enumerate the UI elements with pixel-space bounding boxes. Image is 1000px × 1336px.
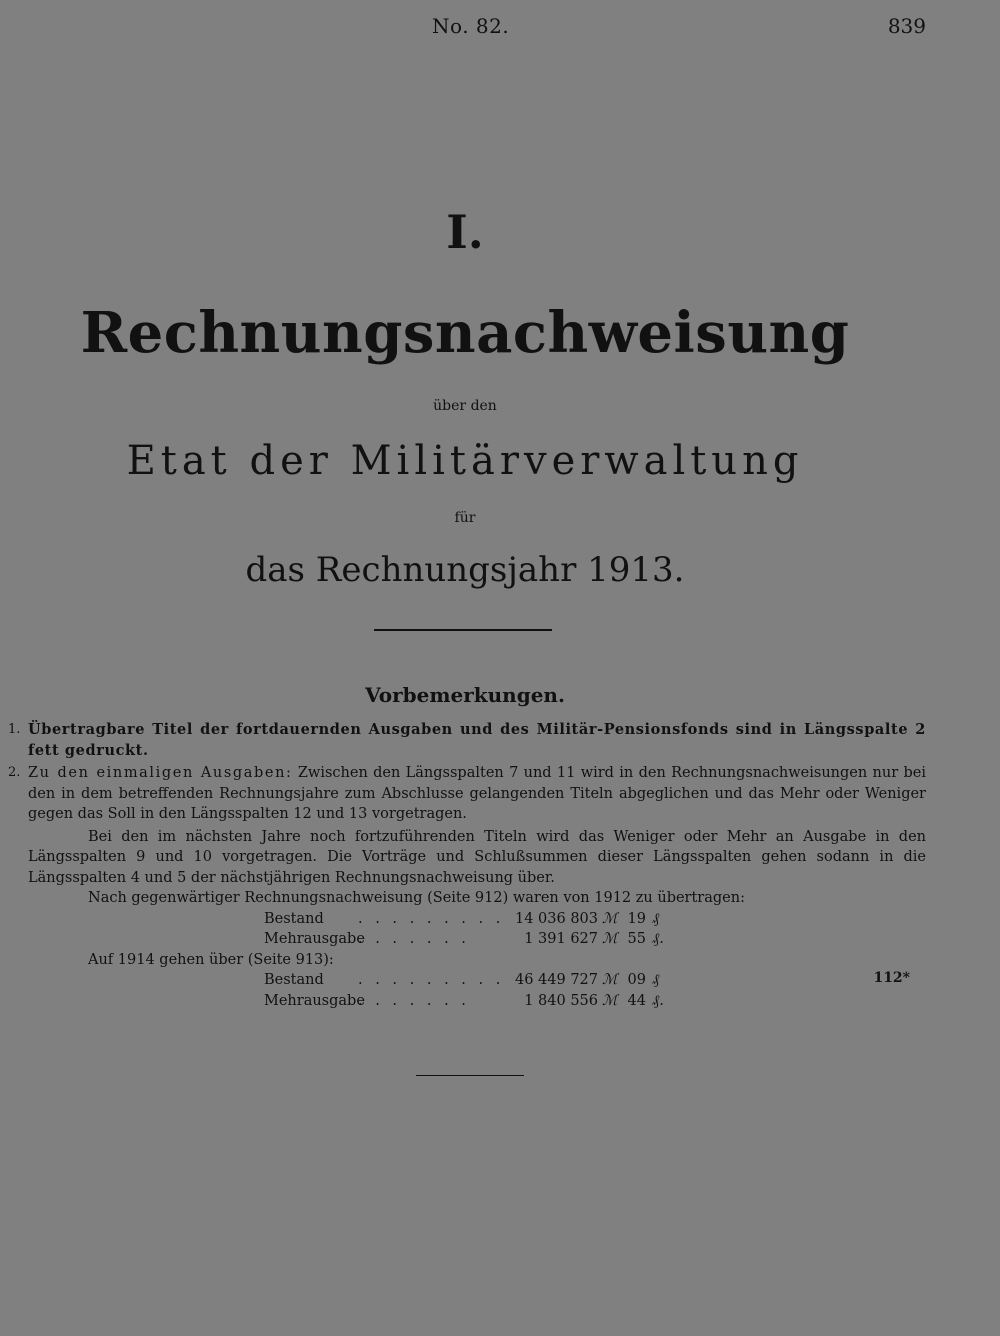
preliminary-remarks (8, 720, 926, 1011)
mark-symbol: ℳ (602, 910, 618, 927)
page-number: 839 (887, 14, 926, 38)
leader-dots: . . . . . . . . . (358, 972, 505, 988)
ledger-label: Bestand (264, 910, 324, 927)
ledger-heading-1912: Nach gegenwärtiger Rechnungsnachweisung (Seite 912) waren von 1912 zu übertragen: (88, 890, 745, 906)
remark-text (28, 763, 926, 825)
title-connector-fuer: für (454, 510, 476, 526)
document-subtitle: Etat der Militärverwaltung (126, 438, 804, 484)
document-number: No. 82. (432, 14, 510, 38)
mark-symbol: ℳ (602, 972, 618, 988)
remark-number: 1. (8, 722, 21, 737)
remark-text: Übertragbare Titel der fortdauernden Ausgaben und des Militär-Pensionsfonds sind in Längsspalte 2 fett gedruckt. (28, 721, 926, 759)
printer-signature: 112* (873, 970, 910, 986)
remark-paragraph: Bei den im nächsten Jahre noch fortzuführenden Titeln wird das Weniger oder Mehr an Ausgabe in den Längsspalten 9 und 10 vorgetragen. Die Vorträge und Schlußsummen dieser Längsspalten gehen sodann in die Längsspalten 4 und 5 der nächstjährigen Rechnungsnachweisung über. (28, 828, 926, 886)
pfennig-symbol: ₰. (652, 931, 664, 947)
ledger-label: Bestand (264, 972, 324, 988)
section-numeral: I. (446, 205, 484, 259)
ledger-pfennig: 44 (627, 992, 646, 1009)
remark-lead: Zu den einmaligen Ausgaben: (28, 765, 293, 781)
ledger-amount: 46 449 727 (514, 972, 598, 988)
section-end-divider (416, 1075, 524, 1076)
pfennig-symbol: ₰. (652, 992, 664, 1009)
remark-body: Zwischen den Längsspalten 7 und 11 wird in den Rechnungsnachweisungen nur bei den in dem betreffenden Rechnungsjahre zum Abschlusse gelangenden Titeln abgeglichen und das Mehr oder Weniger gegen das Soll in den Längsspalten 12 und 13 vorgetragen. (28, 765, 926, 822)
leader-dots: . . . . . . . . . (358, 910, 505, 927)
ledger-row (28, 991, 926, 1012)
ledger-pfennig: 19 (627, 910, 646, 927)
leader-dots: . . . . . . . (358, 992, 470, 1009)
title-divider (374, 629, 552, 631)
ledger-row (28, 909, 926, 930)
remark-item-2 (8, 763, 926, 825)
preliminary-remarks-heading: Vorbemerkungen. (365, 683, 565, 707)
carryover-ledger (28, 888, 926, 1011)
ledger-pfennig: 09 (627, 972, 646, 988)
ledger-heading-1914: Auf 1914 gehen über (Seite 913): (88, 951, 334, 968)
ledger-amount: 1 391 627 (524, 931, 598, 947)
ledger-label: Mehrausgabe (264, 992, 365, 1009)
remark-item-1 (8, 720, 926, 761)
ledger-label: Mehrausgabe (264, 931, 365, 947)
remark-number: 2. (8, 765, 21, 780)
leader-dots: . . . . . . . (358, 931, 470, 947)
title-connector-ueber: über den (433, 398, 497, 414)
ledger-amount: 14 036 803 (514, 910, 598, 927)
pfennig-symbol: ₰ (652, 972, 660, 988)
mark-symbol: ℳ (602, 992, 618, 1009)
pfennig-symbol: ₰ (652, 910, 660, 927)
ledger-pfennig: 55 (627, 931, 646, 947)
document-title: Rechnungsnachweisung (80, 300, 850, 366)
ledger-row (28, 929, 926, 950)
ledger-amount: 1 840 556 (524, 992, 598, 1009)
mark-symbol: ℳ (602, 931, 618, 947)
ledger-row (28, 970, 926, 991)
fiscal-year-title: das Rechnungsjahr 1913. (245, 550, 685, 590)
